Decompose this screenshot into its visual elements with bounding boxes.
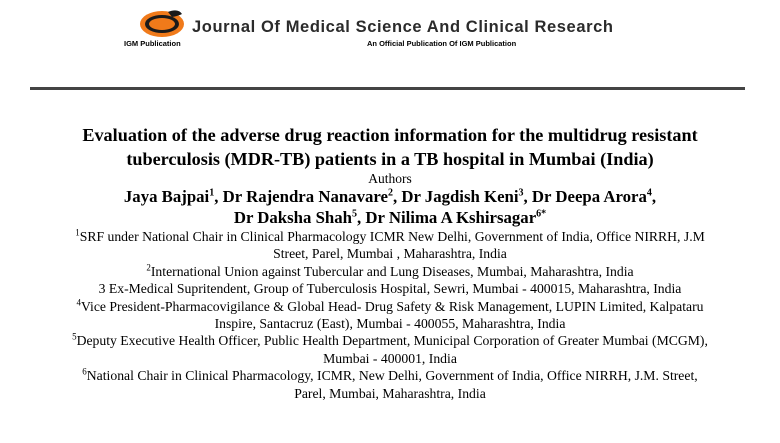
publisher-caption: IGM Publication <box>124 39 181 48</box>
journal-subtitle: An Official Publication Of IGM Publication <box>367 39 517 48</box>
author-name: Dr Deepa Arora$^4$, <box>531 187 657 206</box>
author-name: Dr Nilima A Kshirsagar$^{6*}$ <box>365 208 547 227</box>
journal-header <box>0 0 780 52</box>
journal-name: Journal Of Medical Science And Clinical Research <box>192 18 614 36</box>
affiliation: 3 Ex-Medical Supritendent, Group of Tuberculosis Hospital, Sewri, Mumbai - 400015, Maharashtra, India <box>98 281 682 297</box>
affiliation: $^1$SRF under National Chair in Clinical Pharmacology ICMR New Delhi, Government of India, Office NIRRH, J.M Street, Parel, Mumbai , Maharashtra, India <box>75 227 705 262</box>
authors-label: Authors <box>368 171 412 186</box>
affiliation: $^5$Deputy Executive Health Officer, Public Health Department, Municipal Corporation of Greater Mumbai (MCGM), Mumbai - 400001, India <box>72 331 708 366</box>
article-front-matter <box>0 124 780 402</box>
affiliation: $^4$Vice President-Pharmacovigilance & Global Head- Drug Safety & Risk Management, LUPIN Limited, Kalpataru Inspire, Santacruz (East), Mumbai - 400055, Maharashtra, India <box>76 297 704 332</box>
affiliations <box>20 228 760 402</box>
affiliation: $^2$International Union against Tubercular and Lung Diseases, Mumbai, Maharashtra, India <box>146 262 634 279</box>
article-title: Evaluation of the adverse drug reaction information for the multidrug resistant tuberculosis (MDR-TB) patients in a TB hospital in Mumbai (India) <box>82 125 698 169</box>
author-name: Dr Daksha Shah$^5$, <box>233 208 366 227</box>
author-list <box>70 186 710 228</box>
igm-logo-icon <box>138 8 188 40</box>
affiliation: $^6$National Chair in Clinical Pharmacology, ICMR, New Delhi, Government of India, Office NIRRH, J.M. Street, Parel, Mumbai, Maharashtra, India <box>82 366 698 401</box>
author-name: Jaya Bajpai$^1$, <box>123 187 223 206</box>
author-name: Dr Rajendra Nanavare$^2$, <box>222 187 402 206</box>
author-name: Dr Jagdish Keni$^3$, <box>401 187 532 206</box>
header-divider <box>30 87 745 90</box>
